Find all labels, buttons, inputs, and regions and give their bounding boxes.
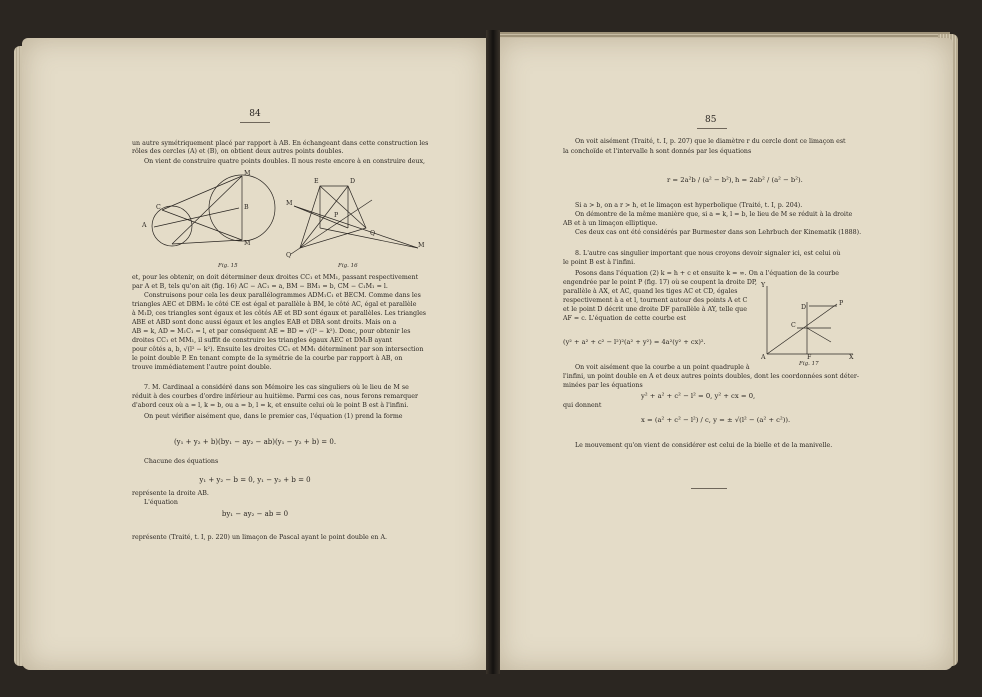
left-text-line: ABE et ABD sont donc aussi égaux et les angles EAB et DBA sont droits. Mais on a: [132, 319, 397, 326]
right-header-rule: [697, 128, 727, 129]
left-text-line: rôles des cercles (A) et (B), on obtient deux autres points doubles.: [132, 148, 344, 155]
fig16-label: Q: [370, 230, 376, 237]
fig16-label: D: [350, 178, 356, 185]
left-text-line: et, pour les obtenir, on doit déterminer deux droites CC₁ et MM₁, passant respectivement: [132, 274, 419, 281]
fig16-label: M: [418, 242, 425, 249]
fig15-label: B: [244, 204, 249, 211]
left-text-lequation: L'équation: [144, 499, 178, 506]
fig15-label: C: [156, 204, 161, 211]
left-text-line: triangles AEC et DBM₁ le côté CE est égal et parallèle à BM, le côté AC, égal et parallèle: [132, 301, 417, 308]
fig16-label: Q: [286, 252, 292, 259]
left-section-7-line: d'abord ceux où a = l, k = b, ou a = b, l = k, et ensuite celui où le point B est à l'infini.: [132, 402, 409, 409]
right-section-8-line: parallèle à AX, et AC, quand les tiges AC et CD, égales: [563, 288, 738, 295]
fig15-label: A: [142, 222, 147, 229]
left-final-line: représente (Traité, t. I, p. 220) un limaçon de Pascal ayant le point double en A.: [132, 534, 388, 541]
left-section-7-line: réduit à des courbes d'ordre inférieur au huitième. Parmi ces cas, nous ferons remarquer: [132, 393, 418, 400]
right-page: [497, 38, 953, 670]
right-equation-system-1: y² + a² + c² − l² = 0, y² + cx = 0,: [641, 392, 756, 400]
fig17-label: P: [839, 300, 844, 307]
fig16-label: M: [286, 200, 293, 207]
left-text-line: droites CC₁ et MM₁, il suffit de construire les triangles égaux AEC et DM₁B ayant: [132, 337, 393, 344]
fig17-label: X: [849, 354, 854, 361]
left-page: [22, 38, 488, 670]
fig16-caption: Fig. 16: [338, 263, 358, 269]
right-text-qui-donnent: qui donnent: [563, 402, 602, 409]
fig15-label: M: [244, 170, 251, 177]
fig17-label: A: [761, 354, 766, 361]
right-text-line: AB et à un limaçon elliptique.: [563, 220, 658, 227]
right-section-8-line: Posons dans l'équation (2) k = h + c et ensuite k = ∞. On a l'équation de la courbe: [575, 270, 840, 277]
right-equation-curve: (y² + a² + c² − l²)²(a² + y²) = 4a²(y² + cx)².: [563, 338, 706, 346]
right-equation-system-2: x = (a² + c² − l²) / c, y = ± √(l² − (a² + c²)).: [641, 416, 791, 424]
fig15-label: M: [244, 240, 251, 247]
right-text-line: Ces deux cas ont été considérés par Burmester dans son Lehrbuch der Kinematik (1888).: [575, 229, 862, 236]
right-page-number: 85: [705, 115, 717, 125]
right-text-line: la conchoïde et l'intervalle h sont donnés par les équations: [563, 148, 752, 155]
right-text-line: minées par les équations: [563, 382, 643, 389]
left-section-7-line: On peut vérifier aisément que, dans le premier cas, l'équation (1) prend la forme: [144, 413, 403, 420]
left-equation-1: (y₁ + y₂ + b)(by₁ − ay₂ − ab)(y₁ − y₂ + b) = 0.: [173, 438, 337, 446]
left-text-line: pour côtés a, b, √(l² − k²). Ensuite les droites CC₁ et MM₁ déterminent par son intersection: [132, 346, 424, 353]
left-text-represente: représente la droite AB.: [132, 490, 209, 497]
right-equation-r: r = 2a²b / (a² − b²),: [667, 176, 734, 184]
left-text-line: par A et B, tels qu'on ait (fig. 16) AC − AC₁ = a, BM − BM₁ = b, CM − C₁M₁ = l.: [132, 283, 388, 290]
right-text-line: Si a > b, on a r > h, et le limaçon est hyperbolique (Traité, t. I, p. 204).: [575, 202, 803, 209]
figure-17: [761, 282, 857, 360]
right-final-line: Le mouvement qu'on vient de considérer est celui de la bielle et de la manivelle.: [575, 442, 833, 449]
fig17-label: F: [807, 354, 812, 361]
fig17-label: Y: [761, 282, 766, 289]
left-page-number: 84: [249, 109, 261, 119]
right-section-8-line: et le point D décrit une droite DF parallèle à AY, telle que: [563, 306, 747, 313]
right-section-8-line: respectivement à a et l, tournent autour des points A et C: [563, 297, 748, 304]
left-text-line: AB = k, AD = M₁C₁ = l, et par conséquent AE = BD = √(l² − k²). Donc, pour obtenir les: [132, 328, 411, 335]
left-section-7-line: 7. M. Cardinaal a considéré dans son Mémoire les cas singuliers où le lieu de M se: [144, 384, 409, 391]
left-text-line: un autre symétriquement placé par rapport à AB. En échangeant dans cette construction les: [132, 140, 429, 147]
left-equation-2: y₁ + y₂ − b = 0, y₁ − y₂ + b = 0: [199, 476, 311, 484]
right-section-8-line: engendrée par le point P (fig. 17) où se coupent la droite DP,: [563, 279, 757, 286]
left-text-line: trouve immédiatement l'autre point double.: [132, 364, 272, 371]
fig17-label: C: [791, 322, 796, 329]
fig16-label: P: [334, 212, 339, 219]
fig16-label: E: [314, 178, 319, 185]
fig15-caption: Fig. 15: [218, 263, 238, 269]
left-text-line: Construisons pour cela les deux parallélogrammes ADM₁C₁ et BECM. Comme dans les: [144, 292, 421, 299]
right-section-8-line: 8. L'autre cas singulier important que nous croyons devoir signaler ici, est celui où: [575, 250, 841, 257]
left-text-line: On vient de construire quatre points doubles. Il nous reste encore à en construire deux,: [144, 158, 426, 165]
right-text-line: On voit aisément que la courbe a un point quadruple à: [575, 364, 750, 371]
right-end-rule: [691, 488, 727, 489]
left-text-line: à M₁D, ces triangles sont égaux et les côtés AE et BD sont égaux et parallèles. Les triangles: [132, 310, 427, 317]
fig17-label: D: [801, 304, 807, 311]
parallelogram: [300, 186, 366, 248]
figure-16: [286, 178, 426, 262]
right-text-line: On voit aisément (Traité, t. I, p. 207) que le diamètre r du cercle dont ce limaçon est: [575, 138, 846, 145]
right-text-line: l'infini, un point double en A et deux autres points doubles, dont les coordonnées sont déter-: [563, 373, 859, 380]
right-equation-h: h = 2ab² / (a² − b²).: [735, 176, 803, 184]
book-gutter: [486, 30, 500, 674]
left-header-rule: [240, 122, 270, 123]
fig17-caption: Fig. 17: [799, 361, 819, 367]
figure-15: [132, 168, 282, 260]
right-text-line: On démontre de la même manière que, si a = k, l = b, le lieu de M se réduit à la droite: [575, 211, 853, 218]
left-equation-3: by₁ − ay₂ − ab = 0: [221, 510, 289, 518]
left-text-chacune: Chacune des équations: [144, 458, 219, 465]
right-section-8-line: AF = c. L'équation de cette courbe est: [563, 315, 687, 322]
left-text-line: le point double P. En tenant compte de la symétrie de la courbe par rapport à AB, on: [132, 355, 403, 362]
right-section-8-line: le point B est à l'infini.: [563, 259, 636, 266]
